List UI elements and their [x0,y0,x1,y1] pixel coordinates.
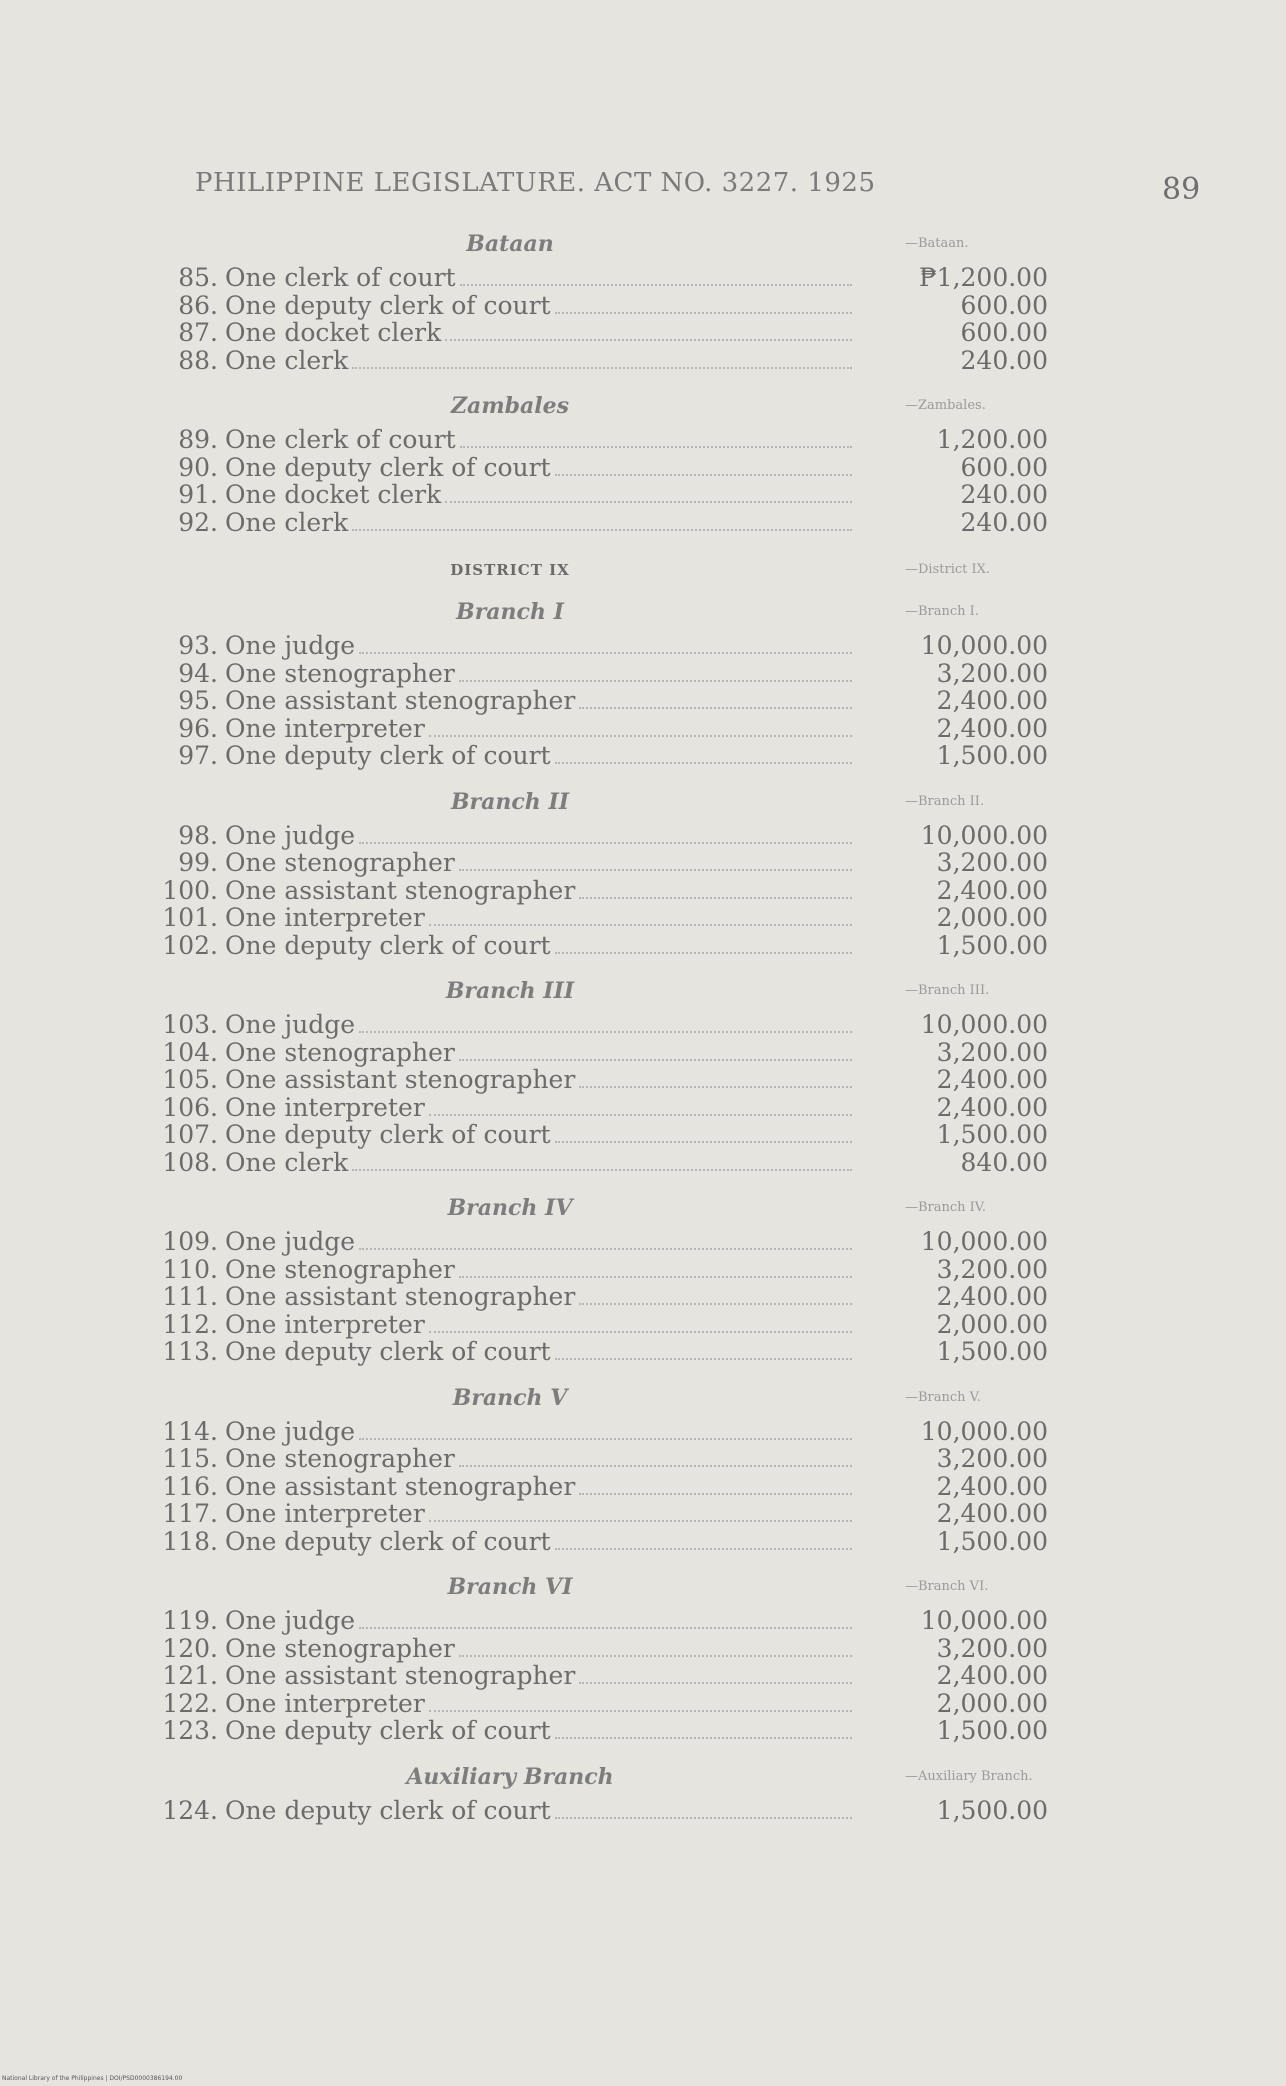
item-description [225,1717,858,1746]
item-number: 122. [162,1688,218,1718]
item-description [225,742,858,771]
item-amount: 2,400.00 [936,875,1048,905]
item-amount: 600.00 [960,290,1048,320]
item-amount: 3,200.00 [936,1633,1048,1663]
section-gap [150,1176,1150,1188]
item-description [225,1690,858,1719]
item-amount: 2,400.00 [936,1661,1048,1690]
item-amount: 10,000.00 [920,631,1048,660]
item-number: 103. [162,1010,218,1039]
item-description [225,1338,858,1367]
item-description [225,1500,858,1529]
item-label: One assistant stenographer [225,1282,576,1311]
section [150,1567,1150,1757]
item-amount: 10,000.00 [920,820,1048,850]
item-description [225,264,858,293]
item-label: One assistant stenographer [225,686,576,715]
item-amount: 1,200.00 [936,425,1048,454]
item-number: 90. [178,452,218,482]
item-label: One stenographer [225,1633,455,1663]
item-description [225,632,858,661]
line-item [150,1528,1150,1556]
item-amount: 10,000.00 [920,1416,1048,1446]
branch-title: Branch VI [447,1574,573,1600]
section-heading [150,592,1150,632]
item-description [225,1445,858,1474]
item-label: One judge [225,1227,355,1256]
item-label: One judge [225,820,355,850]
item-label: One assistant stenographer [225,1065,576,1094]
item-amount: 2,400.00 [936,1065,1048,1094]
item-label: One judge [225,1010,355,1039]
line-item [150,877,1150,905]
item-description [225,715,858,744]
margin-note: —Zambales. [905,398,986,413]
section [150,1378,1150,1568]
section-gap [150,1824,1150,1836]
item-amount: 2,400.00 [936,1499,1048,1528]
line-item [150,1473,1150,1501]
section [150,782,1150,972]
branch-title: Bataan [466,231,554,257]
item-description [225,904,858,933]
section-heading [150,386,1150,426]
item-label: One deputy clerk of court [225,1337,551,1366]
item-number: 85. [178,263,218,292]
item-description [225,877,858,906]
item-number: 107. [162,1120,218,1149]
line-item [150,1228,1150,1256]
item-number: 96. [178,713,218,743]
item-label: One interpreter [225,713,425,743]
section-heading [150,1188,1150,1228]
item-label: One judge [225,1606,355,1635]
item-amount: 3,200.00 [936,658,1048,688]
item-amount: 600.00 [960,452,1048,482]
item-description [225,660,858,689]
item-description [225,1635,858,1664]
item-description [225,1094,858,1123]
item-number: 99. [178,848,218,877]
item-amount: 1,500.00 [936,930,1048,960]
item-number: 92. [178,507,218,537]
item-description [225,319,858,348]
section-heading [150,782,1150,822]
item-amount: 2,400.00 [936,1092,1048,1122]
line-item [150,1635,1150,1663]
item-description [225,347,858,376]
line-item [150,1797,1150,1825]
item-number: 105. [162,1065,218,1094]
item-number: 91. [178,480,218,509]
margin-note: —District IX. [905,562,991,577]
item-amount: 1,500.00 [936,1526,1048,1556]
running-header: PHILIPPINE LEGISLATURE. ACT NO. 3227. 1925 [195,168,876,198]
item-amount: 2,000.00 [936,1688,1048,1718]
item-number: 94. [178,658,218,688]
item-number: 115. [162,1444,218,1473]
item-label: One clerk [225,345,349,375]
item-number: 102. [162,930,218,960]
line-item [150,1121,1150,1149]
item-number: 119. [162,1606,218,1635]
item-description [225,1228,858,1257]
item-amount: 10,000.00 [920,1227,1048,1256]
item-number: 121. [162,1661,218,1690]
item-amount: 10,000.00 [920,1606,1048,1635]
item-number: 106. [162,1092,218,1122]
item-label: One clerk [225,1147,349,1177]
section [150,548,1150,592]
item-number: 113. [162,1337,218,1366]
item-amount: 1,500.00 [936,1120,1048,1149]
item-number: 120. [162,1633,218,1663]
item-description [225,1011,858,1040]
item-amount: 240.00 [960,480,1048,509]
branch-title: Branch I [456,599,564,625]
line-item [150,1311,1150,1339]
item-description [225,1066,858,1095]
section-heading [150,1567,1150,1607]
item-label: One deputy clerk of court [225,930,551,960]
line-item [150,509,1150,537]
item-number: 89. [178,425,218,454]
line-item [150,292,1150,320]
item-number: 95. [178,686,218,715]
section [150,224,1150,386]
item-label: One deputy clerk of court [225,290,551,320]
margin-note: —Branch III. [905,983,990,998]
line-item [150,1039,1150,1067]
item-label: One interpreter [225,1688,425,1718]
item-amount: ₱1,200.00 [919,263,1048,292]
item-number: 109. [162,1227,218,1256]
item-amount: 2,400.00 [936,713,1048,743]
item-number: 93. [178,631,218,660]
section-gap [150,1555,1150,1567]
item-description [225,481,858,510]
line-item [150,1283,1150,1311]
section [150,386,1150,548]
item-number: 112. [162,1309,218,1339]
line-item [150,347,1150,375]
line-item [150,1338,1150,1366]
line-item [150,849,1150,877]
section-heading [150,1757,1150,1797]
item-label: One deputy clerk of court [225,452,551,482]
line-item [150,1011,1150,1039]
item-description [225,822,858,851]
item-label: One assistant stenographer [225,875,576,905]
item-label: One clerk of court [225,263,456,292]
item-description [225,849,858,878]
section-gap [150,374,1150,386]
item-label: One stenographer [225,1254,455,1284]
item-label: One judge [225,1416,355,1446]
item-amount: 2,000.00 [936,1309,1048,1339]
branch-title: Branch V [452,1384,568,1411]
line-item [150,454,1150,482]
item-description [225,932,858,961]
line-item [150,426,1150,454]
item-amount: 1,500.00 [936,1337,1048,1366]
item-amount: 2,400.00 [936,686,1048,715]
item-description [225,1662,858,1691]
item-description [225,292,858,321]
line-item [150,932,1150,960]
item-label: One judge [225,631,355,660]
item-amount: 240.00 [960,507,1048,537]
item-label: One stenographer [225,658,455,688]
line-item [150,1066,1150,1094]
line-item [150,1418,1150,1446]
line-item [150,1662,1150,1690]
item-label: One clerk [225,507,349,537]
item-label: One stenographer [225,848,455,877]
margin-note: —Branch IV. [905,1200,987,1215]
branch-title: Branch III [445,978,575,1004]
line-item [150,1717,1150,1745]
section [150,1188,1150,1378]
item-number: 100. [162,875,218,905]
item-number: 104. [162,1037,218,1067]
item-amount: 2,400.00 [936,1282,1048,1311]
appropriation-list [150,224,1150,1836]
item-label: One assistant stenographer [225,1661,576,1690]
item-number: 123. [162,1716,218,1745]
item-description [225,1256,858,1285]
section-gap [150,770,1150,782]
item-description [225,509,858,538]
item-number: 101. [162,903,218,932]
item-label: One clerk of court [225,425,456,454]
item-label: One deputy clerk of court [225,1716,551,1745]
item-amount: 3,200.00 [936,848,1048,877]
item-amount: 2,000.00 [936,903,1048,932]
item-number: 118. [162,1526,218,1556]
scan-credit: National Library of the Philippines | DOI/PSD0000386194.00 [2,2075,183,2082]
line-item [150,632,1150,660]
item-label: One deputy clerk of court [225,1526,551,1556]
item-number: 116. [162,1471,218,1501]
section-heading [150,548,1150,592]
line-item [150,687,1150,715]
item-label: One deputy clerk of court [225,1120,551,1149]
item-description [225,1418,858,1447]
item-description [225,1607,858,1636]
line-item [150,1690,1150,1718]
item-number: 110. [162,1254,218,1284]
item-amount: 3,200.00 [936,1037,1048,1067]
item-description [225,687,858,716]
margin-note: —Bataan. [905,236,969,251]
line-item [150,742,1150,770]
item-label: One docket clerk [225,480,442,509]
item-label: One stenographer [225,1037,455,1067]
line-item [150,1094,1150,1122]
margin-note: —Branch V. [905,1389,981,1405]
item-description [225,1121,858,1150]
line-item [150,660,1150,688]
line-item [150,1607,1150,1635]
section-gap [150,959,1150,971]
line-item [150,904,1150,932]
section [150,592,1150,782]
section-heading [150,971,1150,1011]
item-amount: 1,500.00 [936,741,1048,770]
item-label: One interpreter [225,1092,425,1122]
item-description [225,426,858,455]
line-item [150,319,1150,347]
section-gap [150,1366,1150,1378]
item-amount: 2,400.00 [936,1471,1048,1501]
item-number: 124. [162,1795,218,1825]
margin-note: —Branch II. [905,793,985,809]
item-amount: 3,200.00 [936,1254,1048,1284]
section [150,971,1150,1188]
item-label: One deputy clerk of court [225,1795,551,1825]
item-number: 88. [178,345,218,375]
item-description [225,1797,858,1826]
branch-title: Auxiliary Branch [406,1763,614,1790]
item-number: 86. [178,290,218,320]
item-number: 87. [178,318,218,347]
item-label: One interpreter [225,1309,425,1339]
item-number: 108. [162,1147,218,1177]
item-number: 117. [162,1499,218,1528]
item-description [225,1528,858,1557]
district-title: DISTRICT IX [450,561,570,579]
item-number: 111. [162,1282,218,1311]
section [150,1757,1150,1837]
item-label: One assistant stenographer [225,1471,576,1501]
item-label: One stenographer [225,1444,455,1473]
margin-note: —Branch VI. [905,1579,989,1594]
section-heading [150,1378,1150,1418]
line-item [150,715,1150,743]
item-label: One interpreter [225,1499,425,1528]
item-number: 114. [162,1416,218,1446]
line-item [150,1256,1150,1284]
item-amount: 1,500.00 [936,1795,1048,1825]
item-amount: 240.00 [960,345,1048,375]
item-description [225,1149,858,1178]
line-item [150,822,1150,850]
margin-note: —Auxiliary Branch. [905,1768,1033,1784]
page-number: 89 [1162,172,1201,207]
line-item [150,1149,1150,1177]
item-amount: 840.00 [960,1147,1048,1177]
branch-title: Branch II [450,788,570,815]
item-label: One deputy clerk of court [225,741,551,770]
item-number: 98. [178,820,218,850]
item-number: 97. [178,741,218,770]
item-amount: 3,200.00 [936,1444,1048,1473]
line-item [150,264,1150,292]
section-gap [150,1745,1150,1757]
line-item [150,1445,1150,1473]
item-amount: 600.00 [960,318,1048,347]
item-description [225,1473,858,1502]
line-item [150,481,1150,509]
section-gap [150,536,1150,548]
line-item [150,1500,1150,1528]
item-description [225,1311,858,1340]
margin-note: —Branch I. [905,604,979,619]
item-label: One docket clerk [225,318,442,347]
item-description [225,1283,858,1312]
item-description [225,1039,858,1068]
item-amount: 1,500.00 [936,1716,1048,1745]
branch-title: Branch IV [447,1195,573,1221]
section-heading [150,224,1150,264]
branch-title: Zambales [451,393,569,419]
item-amount: 10,000.00 [920,1010,1048,1039]
item-label: One interpreter [225,903,425,932]
item-description [225,454,858,483]
